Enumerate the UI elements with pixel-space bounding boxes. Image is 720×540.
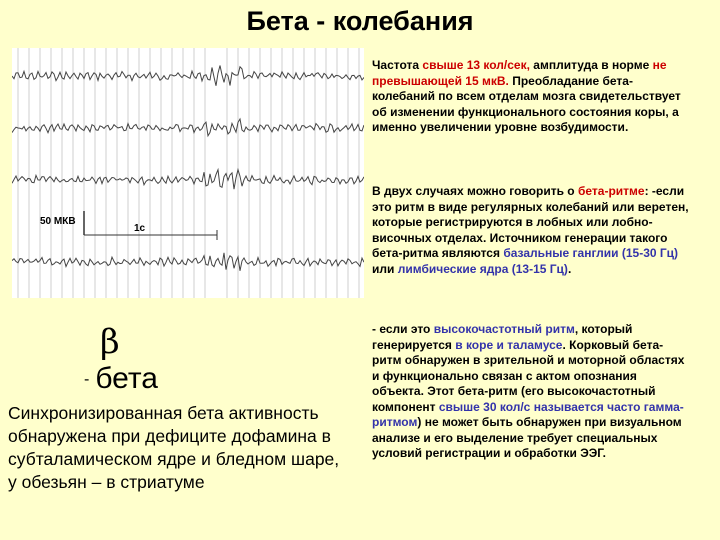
eeg-trace <box>12 119 364 136</box>
amplitude-label: 50 МКВ <box>40 216 76 227</box>
p2-highlight-basal-ganglia: базальные ганглии (15-30 Гц) <box>503 246 679 260</box>
p1-highlight-amplitude: не превышающей 15 мкВ. <box>372 58 667 88</box>
p2-text-1: В двух случаях можно говорить о <box>372 184 578 198</box>
eeg-traces <box>12 66 364 271</box>
p1-text-3: Преобладание бета-колебаний по всем отделам мозга свидетельствует об изменении функционального состояния коры, а именно увеличении уровне возбудимости. <box>372 73 681 134</box>
synchronized-beta-text: Синхронизированная бета активность обнаружена при дефиците дофамина в субталамическом ядре и бледном шаре, у обезьян – в стриатуме <box>8 403 340 492</box>
p3-highlight-cortex-thalamus: в коре и таламусе <box>455 337 563 352</box>
beta-heading <box>84 362 158 396</box>
p3-highlight-gamma: свыше 30 кол/с называется часто гамма-ритмом <box>372 399 684 429</box>
eeg-recording-image <box>12 48 364 298</box>
eeg-trace <box>12 66 364 86</box>
p2-text-2: : -если это ритм в виде регулярных колебаний или веретен, которые регистрируются в лобных или лобно-височных отделах. Источником генерации такого бета-ритма являются <box>372 184 689 260</box>
p1-text-1: Частота <box>372 58 423 72</box>
paragraph-cortical-rhythm <box>372 322 692 462</box>
beta-symbol: β <box>100 322 120 362</box>
beta-word: бета <box>95 362 158 395</box>
p3-text-3: . Корковый бета-ритм обнаружен в зрительной и моторной областях и функционально связан с актом опознания объекта. Этот бета-ритм (его высокочастотный компонент <box>372 337 685 414</box>
p3-text-1: - если это <box>372 322 434 336</box>
time-label: 1с <box>134 223 146 234</box>
beta-dash: - <box>84 371 90 389</box>
paragraph-beta-rhythm <box>372 184 692 277</box>
p3-highlight-high-frequency: высокочастотный ритм <box>433 322 575 336</box>
slide-title: Бета - колебания <box>246 6 474 36</box>
eeg-trace <box>12 170 364 190</box>
p2-text-3: или <box>372 261 398 276</box>
p1-highlight-frequency: свыше 13 кол/сек, <box>422 58 530 72</box>
p2-text-4: . <box>567 261 572 276</box>
p1-text-2: амплитуда в норме <box>529 58 653 72</box>
p3-text-2: , который генерируется <box>372 322 633 352</box>
p3-text-4: ) не может быть обнаружен при визуальном анализе и его выделение требует специальных условий регистрации и обработки ЭЭГ. <box>372 415 682 460</box>
p2-highlight-beta-rhythm: бета-ритме <box>577 184 645 198</box>
p2-highlight-limbic: лимбические ядра (13-15 Гц) <box>397 261 568 276</box>
eeg-trace <box>12 253 364 271</box>
paragraph-frequency <box>372 58 692 136</box>
